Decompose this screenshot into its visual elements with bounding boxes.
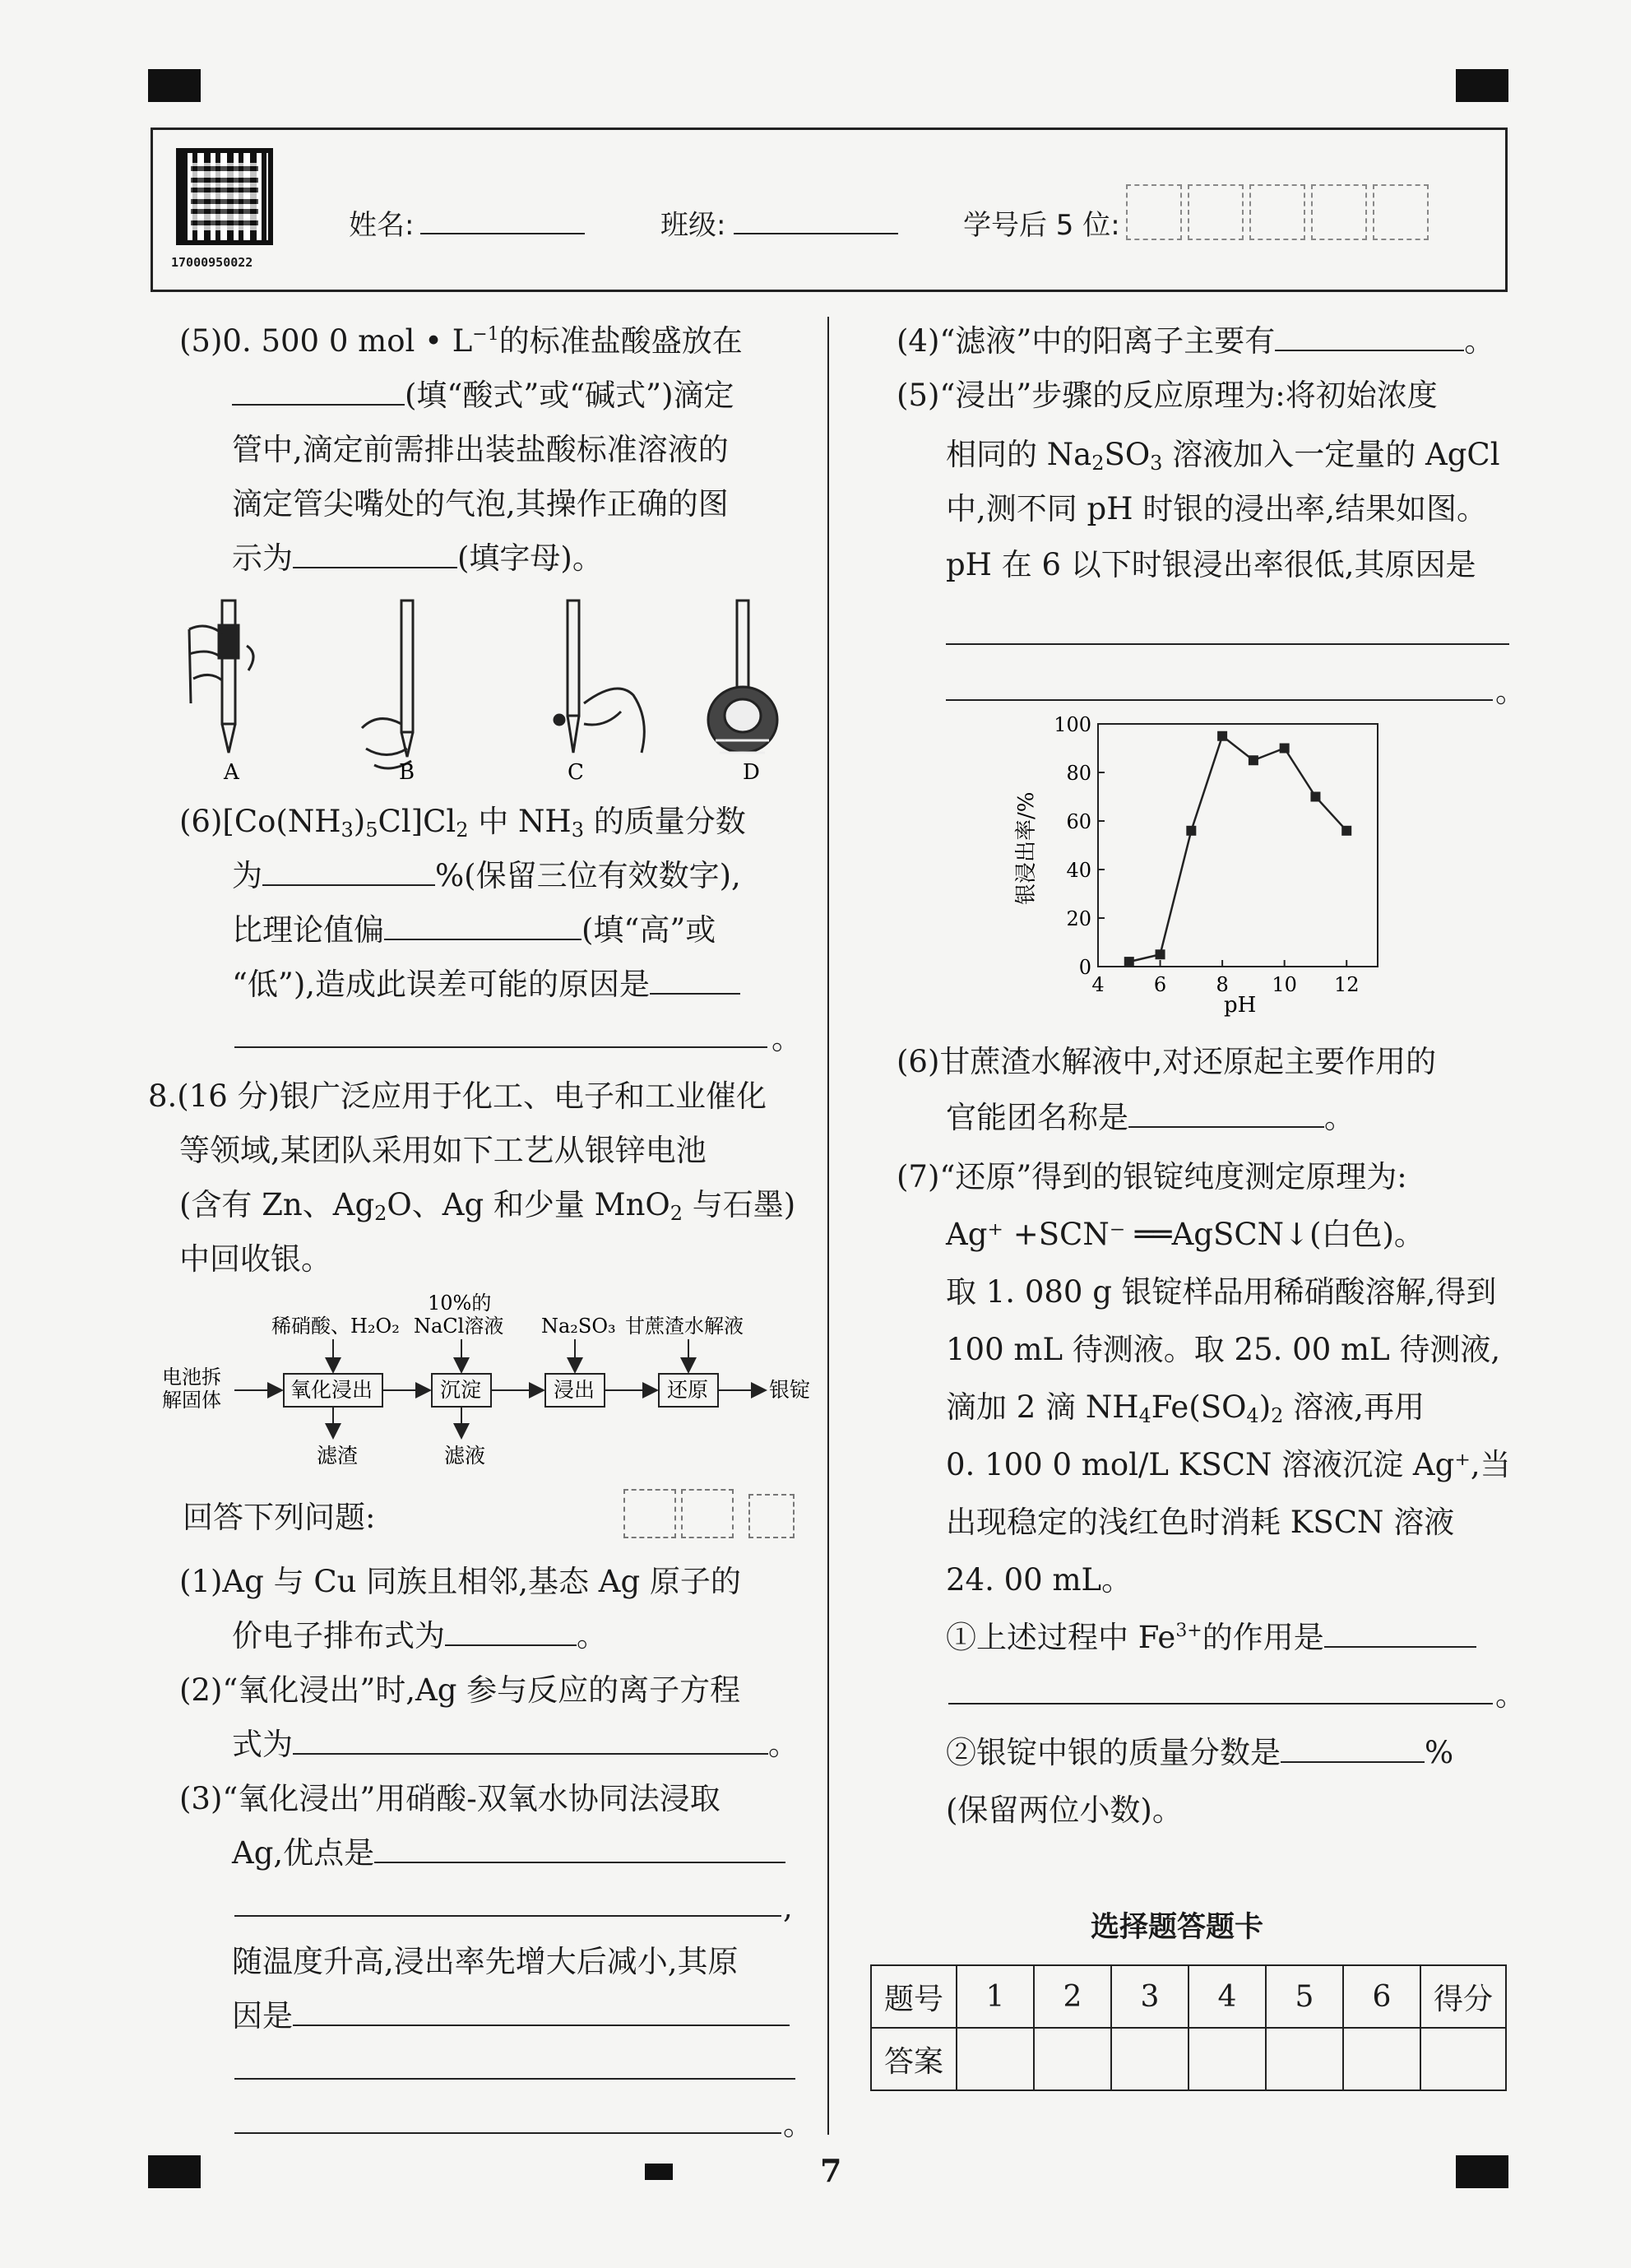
chart-data-point <box>1280 744 1290 754</box>
burette-operation-figures <box>173 588 814 786</box>
q6-line1: $(6)[Co(NH_3)_5Cl]Cl_2$ 中 $NH_3$ 的质量分数 <box>179 804 746 842</box>
answer-card-table <box>870 1964 1507 2091</box>
answer-prompt: 回答下列问题: <box>183 1500 376 1535</box>
q6-line3: 比理论值偏 (填“高”或 <box>232 912 716 948</box>
score-box[interactable] <box>748 1494 795 1538</box>
student-id-digit-box[interactable] <box>1311 184 1367 240</box>
answer-card-answer-cell[interactable] <box>957 2028 1034 2090</box>
student-id-digit-box[interactable] <box>1188 184 1244 240</box>
chart-y-tick-label: 0 <box>1078 956 1091 979</box>
sq3-reason-answer-line[interactable] <box>234 2132 781 2134</box>
sq5-line3: 中,测不同 pH 时银的浸出率,结果如图。 <box>946 491 1487 526</box>
registration-mark-bottom-right <box>1456 2155 1508 2188</box>
sq7-line8: 24. 00 mL。 <box>946 1562 1133 1598</box>
figure-label-a: A <box>224 760 239 785</box>
silver-leaching-rate-chart <box>1003 716 1398 1020</box>
chart-y-tick-label: 60 <box>1066 810 1091 833</box>
reagent-na2so3: Na₂SO₃ <box>541 1315 616 1338</box>
qr-code <box>176 148 273 245</box>
sq1-line2: 价电子排布式为 。 <box>232 1618 607 1653</box>
q5-burette-type-blank[interactable] <box>232 381 405 406</box>
sq7-line10-end: 。 <box>1495 1677 1526 1713</box>
chart-data-point <box>1310 792 1320 802</box>
q6-high-low-blank[interactable] <box>384 916 582 940</box>
answer-card-answer-label: 答案 <box>871 2028 957 2090</box>
chart-y-tick-label: 80 <box>1066 762 1091 785</box>
reagent-nitric-peroxide: 稀硝酸、H₂O₂ <box>271 1315 400 1338</box>
q5-line3: 管中,滴定前需排出装盐酸标准溶液的 <box>232 432 729 467</box>
registration-mark-bottom-left <box>148 2155 201 2188</box>
waste-residue: 滤渣 <box>317 1444 359 1468</box>
answer-card-answer-cell[interactable] <box>1188 2028 1266 2090</box>
start-material-line2: 解固体 <box>162 1389 221 1412</box>
answer-card-header-cell: 题号 <box>871 1965 957 2028</box>
sq7-line9: ①上述过程中 $Fe^{3+}$的作用是 <box>946 1622 1476 1653</box>
chart-x-tick-label: 8 <box>1216 973 1229 996</box>
sq6-line1: (6)甘蔗渣水解液中,对还原起主要作用的 <box>897 1044 1437 1079</box>
sq3-line1: (3)“氧化浸出”用硝酸-双氧水协同法浸取 <box>179 1781 721 1816</box>
score-box[interactable] <box>681 1489 734 1538</box>
chart-x-tick-label: 10 <box>1272 973 1297 996</box>
chart-x-axis-label: pH <box>1224 993 1257 1018</box>
sq3-line7-end: 。 <box>783 2107 813 2142</box>
answer-card-header-row <box>871 1965 1506 2028</box>
figure-d <box>708 601 777 753</box>
step-leaching: 浸出 <box>554 1378 595 1402</box>
registration-mark-top-left <box>148 69 201 102</box>
chart-data-point <box>1186 826 1196 836</box>
q8-line1: 8.(16 分)银广泛应用于化工、电子和工业催化 <box>148 1078 767 1114</box>
figure-label-d: D <box>743 760 760 785</box>
start-material-line1: 电池拆 <box>162 1366 221 1389</box>
sq7-silver-fraction-blank[interactable] <box>1281 1738 1425 1763</box>
sq3-advantage-answer-line[interactable] <box>234 1915 781 1917</box>
chart-data-point <box>1156 949 1165 959</box>
sq7-line6: 0. 100 0 mol/L KSCN 溶液沉淀 Ag⁺,当 <box>946 1447 1511 1482</box>
chart-plot-frame <box>1098 724 1378 967</box>
name-label: 姓名: <box>349 209 415 242</box>
sq3-line5: 因是 <box>232 2001 790 2031</box>
sq5-line4: pH 在 6 以下时银浸出率很低,其原因是 <box>946 547 1476 582</box>
class-label: 班级: <box>660 209 726 242</box>
waste-filtrate: 滤液 <box>444 1444 486 1468</box>
reagent-nacl-line2: NaCl溶液 <box>414 1315 504 1338</box>
q5-line2: (填“酸式”或“碱式”)滴定 <box>232 380 734 410</box>
footer-mark <box>645 2164 673 2180</box>
sq3-reason-answer-line[interactable] <box>234 2078 795 2080</box>
chart-x-tick-label: 6 <box>1153 973 1167 996</box>
figure-b <box>362 601 413 768</box>
sq7-line11: ②银锭中银的质量分数是 % <box>946 1735 1454 1770</box>
figure-label-c: C <box>568 760 584 785</box>
answer-card-header-cell: 2 <box>1034 1965 1111 2028</box>
sq1-line1: (1)Ag 与 Cu 同族且相邻,基态 Ag 原子的 <box>179 1564 741 1599</box>
sq5-reason-answer-line[interactable] <box>946 699 1493 701</box>
product-silver-ingot: 银锭 <box>769 1378 811 1402</box>
q6-line4: “低”),造成此误差可能的原因是 <box>232 969 740 999</box>
q5-line1: (5)0. 500 0 mol • $L^{-1}$的标准盐酸盛放在 <box>179 323 743 359</box>
sq7-line4: 100 mL 待测液。取 25. 00 mL 待测液, <box>946 1332 1501 1367</box>
chart-x-tick-label: 4 <box>1091 973 1105 996</box>
reagent-bagasse-hydrolysate: 甘蔗渣水解液 <box>625 1315 744 1338</box>
step-precipitation: 沉淀 <box>440 1378 482 1402</box>
answer-card-answer-cell[interactable] <box>1034 2028 1111 2090</box>
q5-figure-answer-blank[interactable] <box>293 544 457 568</box>
student-id-digit-box[interactable] <box>1249 184 1305 240</box>
answer-card-answer-row <box>871 2028 1506 2090</box>
sq6-line2: 官能团名称是 。 <box>946 1100 1355 1135</box>
answer-card-answer-cell[interactable] <box>1111 2028 1188 2090</box>
chart-data-point <box>1217 731 1227 741</box>
sq3-line3-end: , <box>783 1890 793 1925</box>
name-field[interactable] <box>420 233 585 234</box>
sq7-line5: 滴加 2 滴 $NH_4Fe(SO_4)_2$ 溶液,再用 <box>946 1389 1425 1427</box>
sq7-line12: (保留两位小数)。 <box>946 1793 1183 1828</box>
q6-line5-end: 。 <box>771 1021 802 1056</box>
sq5-line1: (5)“浸出”步骤的反应原理为:将初始浓度 <box>897 378 1438 413</box>
answer-card-answer-cell[interactable] <box>1266 2028 1343 2090</box>
chart-y-axis-label: 银浸出率/% <box>1014 791 1039 905</box>
chart-data-point <box>1249 755 1258 765</box>
sq2-line1: (2)“氧化浸出”时,Ag 参与反应的离子方程 <box>179 1672 741 1708</box>
sq3-line4: 随温度升高,浸出率先增大后减小,其原 <box>232 1944 739 1979</box>
q6-line2: 为 %(保留三位有效数字), <box>232 858 741 893</box>
column-divider <box>827 317 829 2135</box>
figure-c <box>554 601 644 753</box>
answer-card-score-cell[interactable] <box>1420 2028 1506 2090</box>
sq5-reason-answer-line[interactable] <box>946 643 1509 645</box>
q6-mass-fraction-blank[interactable] <box>262 861 435 886</box>
sq7-line2: Ag⁺ +SCN⁻ ══AgSCN↓(白色)。 <box>946 1217 1425 1252</box>
student-id-digit-box[interactable] <box>1373 184 1429 240</box>
q5-line4: 滴定管尖嘴处的气泡,其操作正确的图 <box>232 486 729 522</box>
sq2-line2: 式为 。 <box>232 1727 799 1762</box>
q8-line3: (含有 Zn、$Ag_2O$、Ag 和少量 MnO$_2$ 与石墨) <box>179 1187 796 1225</box>
q6-reason-blank[interactable] <box>650 970 740 995</box>
chart-data-point <box>1341 826 1351 836</box>
answer-card-header-cell: 3 <box>1111 1965 1188 2028</box>
sq6-functional-group-blank[interactable] <box>1128 1103 1324 1128</box>
sq1-electron-config-blank[interactable] <box>445 1621 577 1646</box>
sq5-line2: 相同的 $Na_2SO_3$ 溶液加入一定量的 AgCl <box>946 437 1500 475</box>
figure-label-b: B <box>399 760 415 785</box>
step-reduction: 还原 <box>667 1378 709 1402</box>
answer-card-title: 选择题答题卡 <box>1091 1910 1264 1944</box>
page-number: 7 <box>820 2152 842 2189</box>
sq2-ionic-equation-blank[interactable] <box>293 1730 768 1755</box>
registration-mark-top-right <box>1456 69 1508 102</box>
answer-card-header-cell: 5 <box>1266 1965 1343 2028</box>
sq5-line6-end: 。 <box>1495 674 1526 709</box>
q6-reason-answer-line[interactable] <box>234 1046 767 1048</box>
chart-data-point <box>1124 957 1134 967</box>
sq4-cations-blank[interactable] <box>1275 327 1464 351</box>
sq3-reason-blank[interactable] <box>293 2001 790 2026</box>
q8-line4: 中回收银。 <box>179 1241 331 1277</box>
answer-card-header-cell: 4 <box>1188 1965 1266 2028</box>
chart-series-line <box>1129 736 1346 962</box>
answer-card-header-cell: 得分 <box>1420 1965 1506 2028</box>
sq4-line1: (4)“滤液”中的阳离子主要有 。 <box>897 323 1495 359</box>
q8-line2: 等领域,某团队采用如下工艺从银锌电池 <box>179 1133 707 1168</box>
sq7-line7: 出现稳定的浅红色时消耗 KSCN 溶液 <box>946 1505 1455 1540</box>
sq3-line2: Ag,优点是 <box>232 1838 785 1868</box>
sq3-advantage-blank[interactable] <box>374 1839 785 1863</box>
sq7-line1: (7)“还原”得到的银锭纯度测定原理为: <box>897 1159 1407 1194</box>
qr-code-number: 17000950022 <box>171 255 253 270</box>
class-field[interactable] <box>734 233 898 234</box>
answer-card-answer-cell[interactable] <box>1343 2028 1420 2090</box>
process-flow-diagram <box>160 1292 827 1473</box>
student-id-digit-box[interactable] <box>1126 184 1182 240</box>
step-oxidative-leaching: 氧化浸出 <box>290 1378 373 1402</box>
chart-y-tick-label: 40 <box>1066 859 1091 882</box>
figure-a <box>189 601 253 753</box>
student-info-header <box>151 128 1508 292</box>
sq7-fe-role-blank[interactable] <box>1324 1623 1476 1648</box>
answer-card-header-cell: 6 <box>1343 1965 1420 2028</box>
answer-card-header-cell: 1 <box>957 1965 1034 2028</box>
score-box[interactable] <box>623 1489 676 1538</box>
student-id-label: 学号后 5 位: <box>963 209 1120 242</box>
chart-y-tick-label: 20 <box>1066 907 1091 930</box>
sq7-fe-role-answer-line[interactable] <box>948 1703 1493 1704</box>
q5-line5: 示为 (填字母)。 <box>232 540 603 576</box>
chart-y-tick-label: 100 <box>1054 716 1091 736</box>
chart-x-tick-label: 12 <box>1333 973 1360 996</box>
sq7-line3: 取 1. 080 g 银锭样品用稀硝酸溶解,得到 <box>946 1274 1497 1310</box>
reagent-nacl-line1: 10%的 <box>428 1292 492 1315</box>
